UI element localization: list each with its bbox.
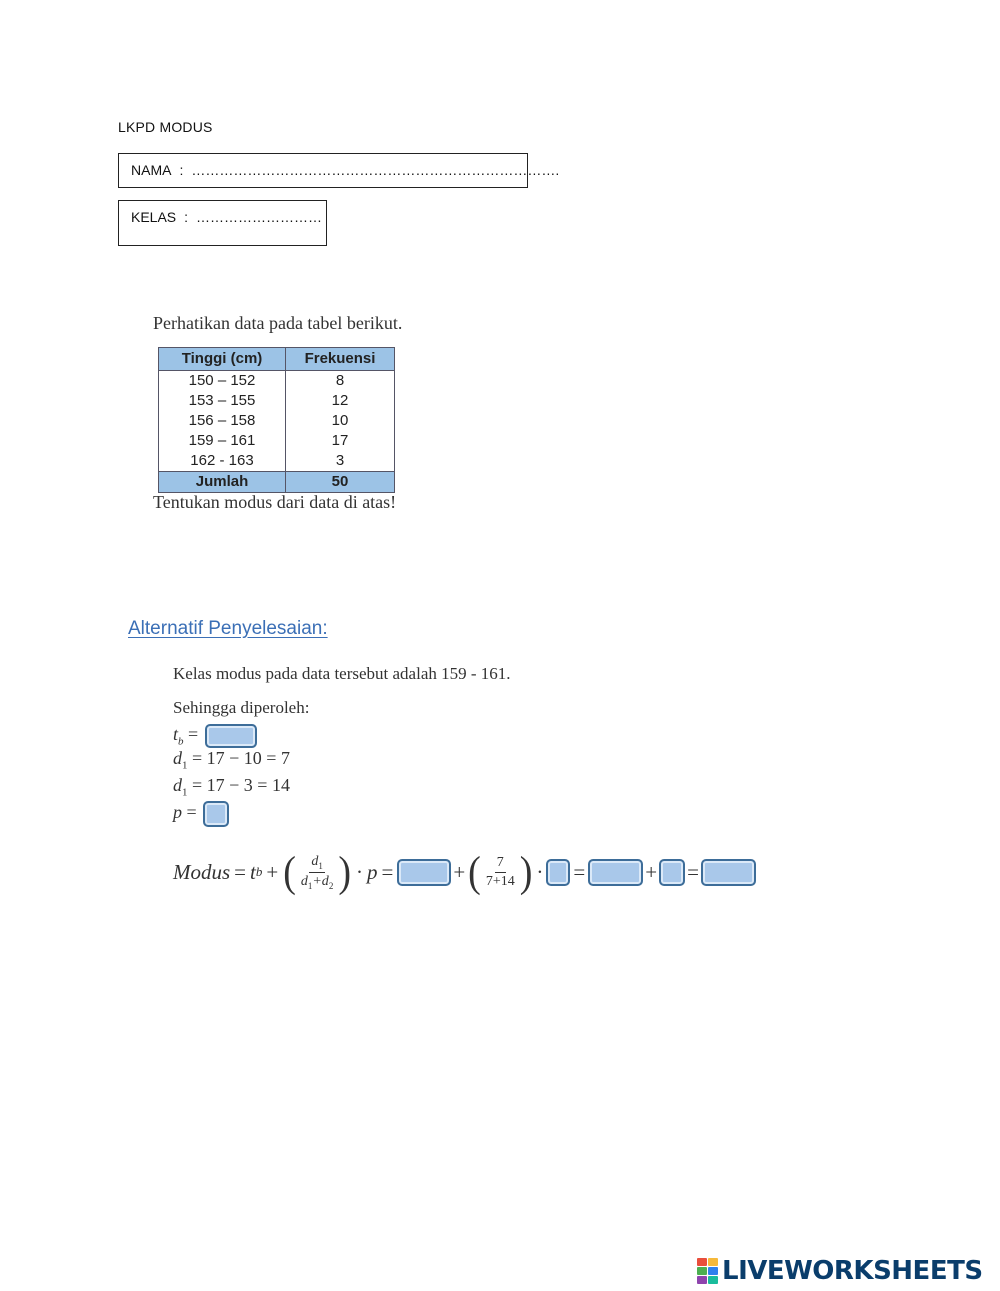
cell-range: 159 – 161 [159,431,286,451]
liveworksheets-brand [697,1256,983,1286]
mode-formula: Modus = t b + ( $\frac{d_1}{d_1+d_2}$ ) · p = + ( $\frac{7}{7+14}$ ) · = + = [173,848,756,896]
thus-statement: Sehingga diperoleh: [173,698,310,717]
table-row [159,451,395,472]
table-row [159,391,395,411]
cell-frequency: 3 [286,451,395,472]
class-separator: : [184,209,189,225]
cell-range: 150 – 152 [159,371,286,392]
d1-equation: = 17 − 10 = 7 [192,748,290,768]
name-dots: ……………………………………………………………………. [191,162,560,178]
table-total-row [159,472,395,493]
cell-frequency: 10 [286,411,395,431]
cell-range: 162 - 163 [159,451,286,472]
logo-block [697,1267,707,1275]
name-separator: : [179,162,184,178]
d2-equation: = 17 − 3 = 14 [192,775,290,795]
p-answer-box[interactable] [203,801,229,827]
cell-range: 156 – 158 [159,411,286,431]
column-header-frequency: Frekuensi [286,348,395,371]
class-dots: ……………………… [196,209,323,225]
fraction-numerator: 7 [495,855,506,873]
formula-result1-box[interactable] [588,859,643,886]
formula-final-box[interactable] [701,859,756,886]
cell-frequency: 17 [286,431,395,451]
name-label: NAMA [131,162,172,178]
total-value: 50 [286,472,395,493]
class-field[interactable] [118,200,327,246]
column-header-height: Tinggi (cm) [159,348,286,371]
formula-result2-box[interactable] [659,859,685,886]
class-label: KELAS [131,209,177,225]
tb-row: $t_b$ = [173,724,257,748]
table-row [159,431,395,451]
document-title: LKPD MODUS [118,119,213,135]
table-row [159,411,395,431]
total-label: Jumlah [159,472,286,493]
name-field[interactable] [118,153,560,188]
problem-intro: Perhatikan data pada tabel berikut. [153,313,403,333]
p-row: p = [173,801,229,827]
liveworksheets-logo-icon [697,1258,718,1284]
formula-numeric-fraction [484,855,517,890]
d1-row: $d_1 = 17 - 10 = 7$ [173,748,290,772]
fraction-denominator: 7+14 [485,873,515,889]
cell-frequency: 8 [286,371,395,392]
d2-row: $d_1 = 17 - 3 = 14$ [173,775,290,799]
logo-block [697,1276,707,1284]
mode-class-statement: Kelas modus pada data tersebut adalah 159 - 161. [173,664,511,683]
cell-range: 153 – 155 [159,391,286,411]
formula-tb-box[interactable] [397,859,451,886]
formula-fraction: $\frac{d_1}{d_1+d_2}$ [300,853,334,891]
brand-name: LIVEWORKSHEETS [722,1256,983,1286]
tb-answer-box[interactable] [205,724,257,748]
frequency-table [158,347,395,493]
logo-block [708,1267,718,1275]
logo-block [708,1276,718,1284]
table-row [159,371,395,392]
logo-block [697,1258,707,1266]
solution-heading: Alternatif Penyelesaian: [128,618,328,639]
cell-frequency: 12 [286,391,395,411]
formula-lhs: Modus [173,859,231,884]
logo-block [708,1258,718,1266]
problem-question: Tentukan modus dari data di atas! [153,492,397,512]
formula-p-box[interactable] [546,859,570,886]
